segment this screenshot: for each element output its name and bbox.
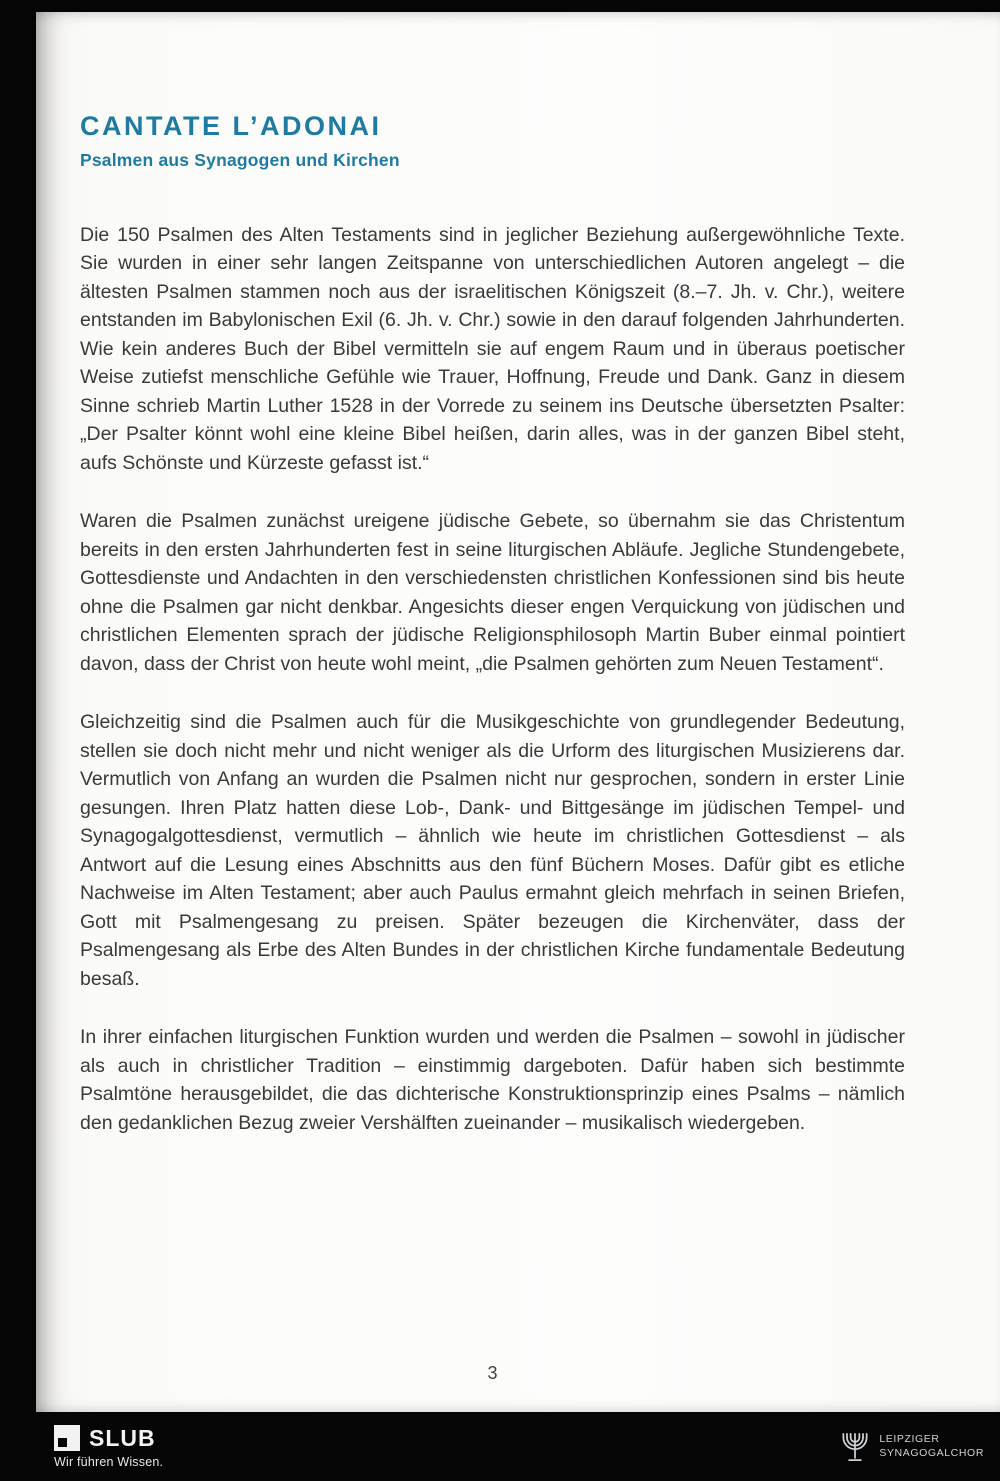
body-paragraph: Gleichzeitig sind die Psalmen auch für die Musikgeschichte von grundlegender Bedeutung, stellen sie doch nicht mehr und nicht weniger als die Urform des liturgischen Musizierens dar. Vermutlich von Anfang an wurden die Psalmen nicht nur gesprochen, sondern in erster Linie gesungen. Ihren Platz hatten diese Lob-, Dank- und Bittgesänge im jüdischen Tempel- und Synagogalgottesdienst, vermutlich – ähnlich wie heute im christlichen Gottesdienst – als Antwort auf die Lesung eines Abschnitts aus den fünf Büchern Moses. Dafür gibt es etliche Nachweise im Alten Testament; aber auch Paulus ermahnt gleich mehrfach in seinen Briefen, Gott mit Psalmengesang zu preisen. Später bezeugen die Kirchenväter, dass der Psalmengesang als Erbe des Alten Bundes in der christlichen Kirche fundamentale Bedeutung besaß. [80, 711, 905, 990]
footer-bar [0, 1412, 1000, 1481]
choir-name-line1: LEIPZIGER [879, 1433, 940, 1446]
slub-tagline: Wir führen Wissen. [54, 1454, 164, 1469]
menorah-icon [839, 1428, 871, 1466]
choir-name-line2: SYNAGOGALCHOR [879, 1446, 984, 1459]
choir-name [879, 1433, 984, 1459]
slub-logo-icon [54, 1425, 80, 1451]
slub-logo-row [54, 1425, 163, 1452]
body-paragraph: Waren die Psalmen zunächst ureigene jüdische Gebete, so übernahm sie das Christentum bereits in den ersten Jahrhunderten fest in seine liturgischen Abläufe. Jegliche Stundengebete, Gottesdienste und Andachten in den verschiedensten christlichen Konfessionen sind bis heute ohne die Psalmen gar nicht denkbar. Angesichts dieser engen Verquickung von jüdischen und christlichen Elementen sprach der jüdische Religionsphilosoph Martin Buber einmal pointiert davon, dass der Christ von heute wohl meint, „die Psalmen gehörten zum Neuen Testament“. [80, 510, 905, 675]
page-title: CANTATE L’ADONAI [80, 111, 382, 141]
body-text [80, 221, 905, 1138]
body-paragraph: Die 150 Psalmen des Alten Testaments sind in jeglicher Beziehung außergewöhnliche Texte. Sie wurden in einer sehr langen Zeitspanne von unterschiedlichen Autoren angelegt – die ältesten Psalmen stammen noch aus der israelitischen Königszeit (8.–7. Jh. v. Chr.), weitere entstanden im Babylonischen Exil (6. Jh. v. Chr.) sowie in den darauf folgenden Jahrhunderten. Wie kein anderes Buch der Bibel vermitteln sie auf engem Raum und in überaus poetischer Weise zutiefst menschliche Gefühle wie Trauer, Hoffnung, Freude und Dank. Ganz in diesem Sinne schrieb Martin Luther 1528 in der Vorrede zu seinem ins Deutsche übersetzten Psalter: „Der Psalter könnt wohl eine kleine Bibel heißen, darin alles, was in der ganzen Bibel steht, aufs Schönste und Kürzeste gefasst ist.“ [80, 223, 905, 474]
body-paragraph: In ihrer einfachen liturgischen Funktion wurden und werden die Psalmen – sowohl in jüdischer als auch in christlicher Tradition – einstimmig dargeboten. Dafür haben sich bestimmte Psalmtöne herausgebildet, die das dichterische Konstruktionsprinzip eines Psalms – nämlich den gedanklichen Bezug zweier Vershälften zueinander – musikalisch wiedergeben. [80, 1026, 905, 1134]
paper-page [36, 12, 1000, 1412]
page-subtitle: Psalmen aus Synagogen und Kirchen [80, 149, 400, 170]
page-content [80, 112, 905, 1167]
choir-logo [839, 1428, 990, 1466]
page-number: 3 [487, 1363, 498, 1383]
slub-logo [54, 1425, 163, 1469]
slub-wordmark: SLUB [89, 1424, 156, 1451]
